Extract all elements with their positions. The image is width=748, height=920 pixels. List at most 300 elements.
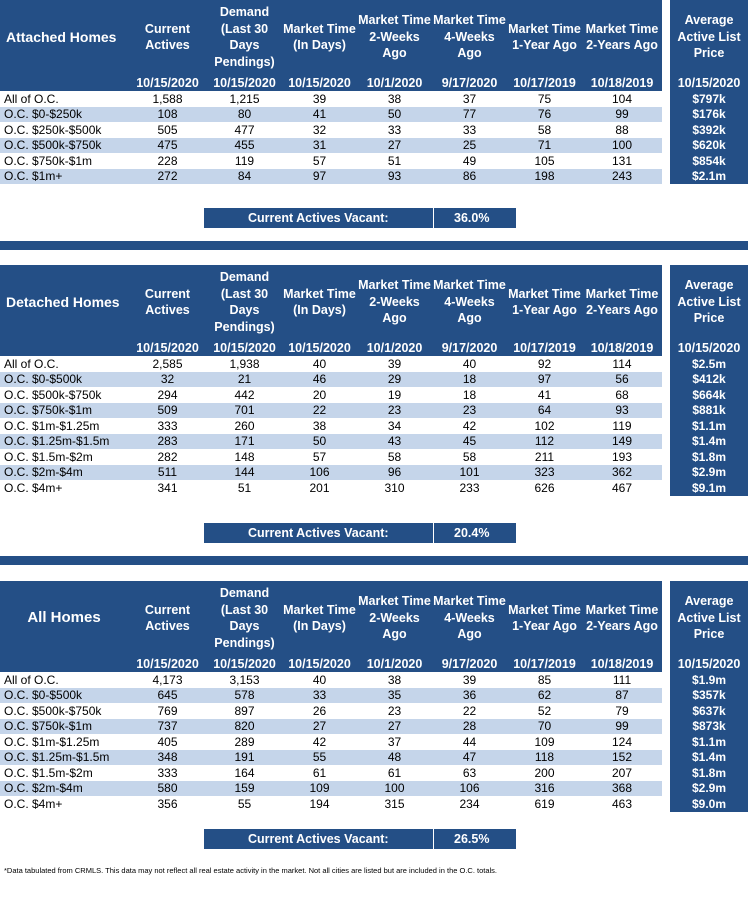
avg-list-price: $881k [670,403,748,419]
avg-list-price: $1.9m [670,672,748,688]
market-time-2w: 96 [357,465,432,481]
market-time-2w: 39 [357,356,432,372]
market-time: 40 [282,672,357,688]
vacant-bar [204,523,516,543]
header-demand: Demand (Last 30 Days Pendings) [207,581,282,655]
market-time-4w: 86 [432,169,507,185]
vacant-separator [433,208,434,228]
market-time: 42 [282,734,357,750]
row-label: O.C. $4m+ [0,796,128,812]
vacant-separator [433,523,434,543]
avg-list-price: $176k [670,107,748,123]
demand: 21 [207,372,282,388]
header-current-actives: Current Actives [128,581,207,655]
market-time-2y: 56 [582,372,662,388]
market-time-4w: 18 [432,387,507,403]
table-row [0,91,748,107]
demand: 148 [207,449,282,465]
section-title: Attached Homes [0,0,128,74]
spacer [662,169,670,185]
market-time-4w: 33 [432,122,507,138]
row-label: O.C. $1.5m-$2m [0,765,128,781]
row-label: O.C. $2m-$4m [0,781,128,797]
market-time-2y: 207 [582,765,662,781]
date-blank [0,339,128,356]
header-market-time-4w: Market Time 4-Weeks Ago [432,581,507,655]
row-label: O.C. $750k-$1m [0,403,128,419]
section-divider [0,556,748,565]
market-time: 40 [282,356,357,372]
market-time-4w: 22 [432,703,507,719]
header-demand: Demand (Last 30 Days Pendings) [207,265,282,339]
market-time-1y: 52 [507,703,582,719]
market-time-4w: 36 [432,688,507,704]
demand: 51 [207,480,282,496]
dates-row [0,339,748,356]
market-time-2y: 88 [582,122,662,138]
avg-list-price: $637k [670,703,748,719]
avg-list-price: $1.8m [670,449,748,465]
date-cell: 10/15/2020 [670,74,748,91]
current-actives: 282 [128,449,207,465]
table-row [0,719,748,735]
header-market-time: Market Time (In Days) [282,581,357,655]
demand: 260 [207,418,282,434]
market-time: 97 [282,169,357,185]
market-time-2y: 124 [582,734,662,750]
demand: 144 [207,465,282,481]
market-time: 201 [282,480,357,496]
date-cell: 10/15/2020 [207,655,282,672]
row-label: O.C. $500k-$750k [0,387,128,403]
market-time-2y: 119 [582,418,662,434]
dates-row [0,74,748,91]
market-time: 109 [282,781,357,797]
row-label: O.C. $0-$500k [0,372,128,388]
date-cell: 9/17/2020 [432,655,507,672]
spacer [662,403,670,419]
market-time: 106 [282,465,357,481]
market-time: 22 [282,403,357,419]
market-time-1y: 200 [507,765,582,781]
market-time-1y: 211 [507,449,582,465]
demand: 477 [207,122,282,138]
table-row [0,796,748,812]
header-current-actives: Current Actives [128,265,207,339]
all-homes-table [0,581,748,812]
row-label: O.C. $250k-$500k [0,122,128,138]
avg-list-price: $620k [670,138,748,154]
market-time-4w: 58 [432,449,507,465]
market-time-1y: 41 [507,387,582,403]
date-cell: 10/15/2020 [128,655,207,672]
market-time-2w: 315 [357,796,432,812]
market-time-2w: 38 [357,91,432,107]
market-time-1y: 62 [507,688,582,704]
row-label: O.C. $0-$250k [0,107,128,123]
table-row [0,434,748,450]
spacer [662,781,670,797]
avg-list-price: $357k [670,688,748,704]
spacer [662,265,670,339]
market-time-2w: 33 [357,122,432,138]
market-time-2y: 111 [582,672,662,688]
row-label: O.C. $500k-$750k [0,703,128,719]
avg-list-price: $664k [670,387,748,403]
current-actives: 108 [128,107,207,123]
demand: 3,153 [207,672,282,688]
date-cell: 10/17/2019 [507,74,582,91]
table-row [0,138,748,154]
market-time-2y: 79 [582,703,662,719]
market-time-2y: 362 [582,465,662,481]
demand: 897 [207,703,282,719]
market-time-1y: 76 [507,107,582,123]
all-homes-rows [0,672,748,812]
date-blank [0,74,128,91]
avg-list-price: $2.1m [670,169,748,185]
market-time: 194 [282,796,357,812]
avg-list-price: $412k [670,372,748,388]
table-row [0,387,748,403]
spacer [662,796,670,812]
header-market-time-1y: Market Time 1-Year Ago [507,581,582,655]
header-market-time-4w: Market Time 4-Weeks Ago [432,265,507,339]
date-cell: 10/15/2020 [128,339,207,356]
market-time-2y: 100 [582,138,662,154]
header-demand: Demand (Last 30 Days Pendings) [207,0,282,74]
current-actives: 32 [128,372,207,388]
demand: 119 [207,153,282,169]
date-cell: 10/1/2020 [357,655,432,672]
vacant-bar [204,829,516,849]
avg-list-price: $392k [670,122,748,138]
spacer [662,418,670,434]
spacer [662,688,670,704]
current-actives: 405 [128,734,207,750]
market-time-4w: 233 [432,480,507,496]
vacant-label: Current Actives Vacant: [248,526,389,540]
market-time-4w: 37 [432,91,507,107]
date-cell: 10/15/2020 [207,74,282,91]
market-time-2y: 193 [582,449,662,465]
date-cell: 10/18/2019 [582,339,662,356]
demand: 191 [207,750,282,766]
table-row [0,781,748,797]
date-cell: 10/15/2020 [282,655,357,672]
current-actives: 580 [128,781,207,797]
avg-list-price: $854k [670,153,748,169]
current-actives: 475 [128,138,207,154]
spacer [662,480,670,496]
row-label: O.C. $1.5m-$2m [0,449,128,465]
market-time-2w: 38 [357,672,432,688]
table-row [0,403,748,419]
market-time-2w: 27 [357,719,432,735]
market-time-4w: 28 [432,719,507,735]
demand: 701 [207,403,282,419]
market-time: 39 [282,91,357,107]
market-time-4w: 47 [432,750,507,766]
market-time-2y: 463 [582,796,662,812]
market-time-1y: 75 [507,91,582,107]
row-label: O.C. $0-$500k [0,688,128,704]
spacer [662,719,670,735]
avg-list-price: $2.5m [670,356,748,372]
row-label: All of O.C. [0,91,128,107]
market-time-2y: 467 [582,480,662,496]
header-market-time-2y: Market Time 2-Years Ago [582,0,662,74]
market-time-1y: 97 [507,372,582,388]
header-market-time-2w: Market Time 2-Weeks Ago [357,0,432,74]
market-time-1y: 198 [507,169,582,185]
date-cell: 10/15/2020 [128,74,207,91]
market-time-2w: 23 [357,703,432,719]
market-time-1y: 323 [507,465,582,481]
market-time-2y: 68 [582,387,662,403]
market-time-1y: 105 [507,153,582,169]
section-title: Detached Homes [0,265,128,339]
market-time-2w: 43 [357,434,432,450]
market-time-2w: 19 [357,387,432,403]
avg-list-price: $1.4m [670,434,748,450]
market-time-1y: 92 [507,356,582,372]
vacant-value: 26.5% [454,832,490,846]
table-row [0,372,748,388]
date-cell: 10/18/2019 [582,655,662,672]
table-row [0,356,748,372]
current-actives: 294 [128,387,207,403]
row-label: O.C. $1m-$1.25m [0,734,128,750]
footnote: *Data tabulated from CRMLS. This data may not reflect all real estate activity in the market. Not all cities are listed but are included in the O.C. totals. [4,866,498,875]
spacer [662,387,670,403]
vacant-bar [204,208,516,228]
market-time-1y: 102 [507,418,582,434]
all-homes-section [0,581,748,846]
header-market-time-2w: Market Time 2-Weeks Ago [357,581,432,655]
market-time-2w: 51 [357,153,432,169]
market-time-2y: 93 [582,403,662,419]
vacant-value: 20.4% [454,526,490,540]
current-actives: 333 [128,765,207,781]
table-row [0,688,748,704]
date-blank [0,655,128,672]
avg-list-price: $797k [670,91,748,107]
attached-rows [0,91,748,184]
current-actives: 356 [128,796,207,812]
avg-list-price: $1.1m [670,418,748,434]
market-time-2y: 149 [582,434,662,450]
spacer [662,465,670,481]
table-row [0,734,748,750]
table-row [0,480,748,496]
spacer [662,449,670,465]
row-label: O.C. $750k-$1m [0,153,128,169]
spacer [662,765,670,781]
avg-list-price: $1.1m [670,734,748,750]
header-avg-price: Average Active List Price [670,0,748,74]
row-label: O.C. $4m+ [0,480,128,496]
current-actives: 505 [128,122,207,138]
market-time-4w: 77 [432,107,507,123]
dates-row [0,655,748,672]
date-cell: 9/17/2020 [432,74,507,91]
vacant-label: Current Actives Vacant: [248,211,389,225]
vacant-label: Current Actives Vacant: [248,832,389,846]
table-row [0,107,748,123]
market-time-4w: 234 [432,796,507,812]
market-time: 55 [282,750,357,766]
section-title: All Homes [0,581,128,655]
market-time: 26 [282,703,357,719]
section-divider [0,241,748,250]
market-time-2w: 61 [357,765,432,781]
date-cell: 10/15/2020 [282,74,357,91]
demand: 80 [207,107,282,123]
attached-homes-section [0,0,748,225]
market-time-2w: 100 [357,781,432,797]
date-cell: 10/15/2020 [282,339,357,356]
market-time-2w: 48 [357,750,432,766]
current-actives: 341 [128,480,207,496]
market-time-2w: 35 [357,688,432,704]
demand: 820 [207,719,282,735]
table-row [0,122,748,138]
table-row [0,418,748,434]
market-time: 57 [282,449,357,465]
current-actives: 2,585 [128,356,207,372]
date-cell: 10/18/2019 [582,74,662,91]
demand: 171 [207,434,282,450]
spacer [662,0,670,74]
market-time: 41 [282,107,357,123]
spacer [662,672,670,688]
current-actives: 228 [128,153,207,169]
market-time: 50 [282,434,357,450]
spacer [662,138,670,154]
demand: 1,215 [207,91,282,107]
market-time-2y: 104 [582,91,662,107]
market-time-4w: 49 [432,153,507,169]
market-time-2y: 114 [582,356,662,372]
market-time-2w: 50 [357,107,432,123]
demand: 578 [207,688,282,704]
current-actives: 4,173 [128,672,207,688]
market-time-4w: 40 [432,356,507,372]
demand: 84 [207,169,282,185]
market-time: 27 [282,719,357,735]
spacer [662,339,670,356]
market-time-2y: 243 [582,169,662,185]
demand: 455 [207,138,282,154]
current-actives: 1,588 [128,91,207,107]
demand: 442 [207,387,282,403]
market-time-1y: 70 [507,719,582,735]
detached-rows [0,356,748,496]
demand: 1,938 [207,356,282,372]
current-actives: 645 [128,688,207,704]
market-time-2w: 37 [357,734,432,750]
market-time-4w: 39 [432,672,507,688]
market-time-4w: 101 [432,465,507,481]
spacer [662,356,670,372]
header-market-time-1y: Market Time 1-Year Ago [507,0,582,74]
date-cell: 10/15/2020 [207,339,282,356]
market-time: 32 [282,122,357,138]
market-time-1y: 316 [507,781,582,797]
market-time-4w: 23 [432,403,507,419]
detached-homes-section [0,265,748,540]
row-label: O.C. $1m-$1.25m [0,418,128,434]
market-time-1y: 71 [507,138,582,154]
date-cell: 10/17/2019 [507,339,582,356]
market-time-2w: 23 [357,403,432,419]
table-row [0,750,748,766]
header-market-time-2y: Market Time 2-Years Ago [582,265,662,339]
market-time-2y: 131 [582,153,662,169]
market-time-4w: 63 [432,765,507,781]
current-actives: 348 [128,750,207,766]
spacer [662,372,670,388]
spacer [662,122,670,138]
vacant-separator [433,829,434,849]
row-label: All of O.C. [0,356,128,372]
avg-list-price: $2.9m [670,465,748,481]
table-row [0,703,748,719]
current-actives: 272 [128,169,207,185]
spacer [662,750,670,766]
header-market-time-2w: Market Time 2-Weeks Ago [357,265,432,339]
market-time-1y: 619 [507,796,582,812]
date-cell: 10/17/2019 [507,655,582,672]
header-market-time: Market Time (In Days) [282,0,357,74]
row-label: O.C. $1m+ [0,169,128,185]
spacer [662,581,670,655]
row-label: O.C. $2m-$4m [0,465,128,481]
spacer [662,91,670,107]
market-time-1y: 58 [507,122,582,138]
spacer [662,153,670,169]
current-actives: 511 [128,465,207,481]
current-actives: 737 [128,719,207,735]
spacer [662,107,670,123]
date-cell: 9/17/2020 [432,339,507,356]
header-market-time-2y: Market Time 2-Years Ago [582,581,662,655]
market-time-4w: 44 [432,734,507,750]
demand: 289 [207,734,282,750]
demand: 159 [207,781,282,797]
market-time-4w: 25 [432,138,507,154]
avg-list-price: $9.0m [670,796,748,812]
avg-list-price: $1.4m [670,750,748,766]
vacant-value: 36.0% [454,211,490,225]
current-actives: 283 [128,434,207,450]
market-time-1y: 64 [507,403,582,419]
avg-list-price: $873k [670,719,748,735]
market-time-2w: 34 [357,418,432,434]
market-time: 61 [282,765,357,781]
table-row [0,169,748,185]
header-current-actives: Current Actives [128,0,207,74]
spacer [662,434,670,450]
detached-homes-table [0,265,748,496]
spacer [662,655,670,672]
header-market-time: Market Time (In Days) [282,265,357,339]
market-time: 20 [282,387,357,403]
spacer [662,74,670,91]
demand: 55 [207,796,282,812]
market-time-2y: 99 [582,107,662,123]
